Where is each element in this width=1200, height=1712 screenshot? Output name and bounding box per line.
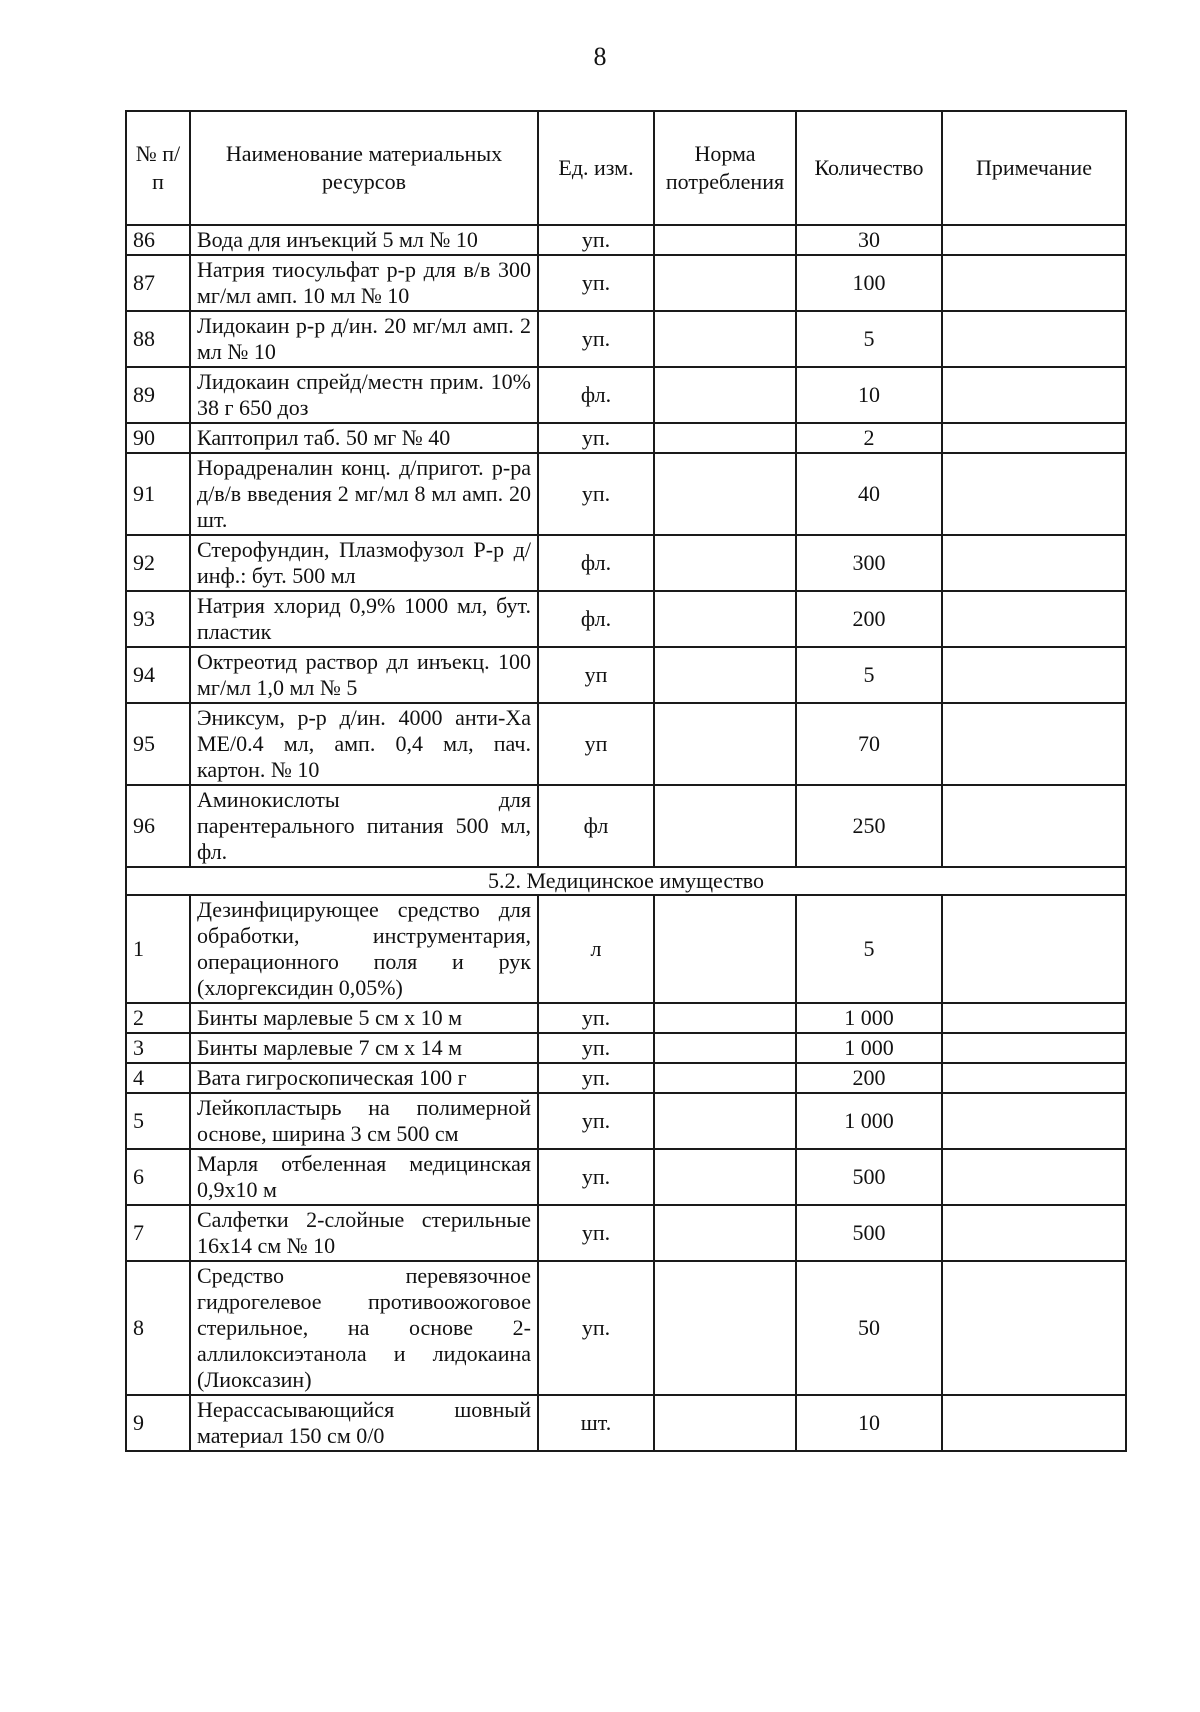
row-name: Натрия тиосульфат р-р для в/в 300 мг/мл амп. 10 мл № 10 bbox=[190, 255, 538, 311]
table-row bbox=[126, 535, 1126, 591]
row-quantity: 10 bbox=[796, 367, 942, 423]
table-row bbox=[126, 1063, 1126, 1093]
row-norm bbox=[654, 225, 796, 255]
row-quantity: 50 bbox=[796, 1261, 942, 1395]
row-number: 89 bbox=[126, 367, 190, 423]
row-unit: фл. bbox=[538, 535, 654, 591]
row-number: 87 bbox=[126, 255, 190, 311]
row-name: Натрия хлорид 0,9% 1000 мл, бут. пластик bbox=[190, 591, 538, 647]
table-row bbox=[126, 591, 1126, 647]
row-name: Стерофундин, Плазмофузол Р-р д/инф.: бут. 500 мл bbox=[190, 535, 538, 591]
table-header-row bbox=[126, 111, 1126, 225]
row-note bbox=[942, 703, 1126, 785]
row-number: 96 bbox=[126, 785, 190, 867]
row-norm bbox=[654, 535, 796, 591]
table-row bbox=[126, 423, 1126, 453]
row-name: Вата гигроскопическая 100 г bbox=[190, 1063, 538, 1093]
row-unit: уп. bbox=[538, 453, 654, 535]
row-unit: фл. bbox=[538, 367, 654, 423]
row-name: Бинты марлевые 5 см х 10 м bbox=[190, 1003, 538, 1033]
row-quantity: 5 bbox=[796, 895, 942, 1003]
header-unit: Ед. изм. bbox=[538, 111, 654, 225]
row-norm bbox=[654, 255, 796, 311]
table-row bbox=[126, 1261, 1126, 1395]
row-name: Аминокислоты для парентерального питания 500 мл, фл. bbox=[190, 785, 538, 867]
row-note bbox=[942, 225, 1126, 255]
row-number: 93 bbox=[126, 591, 190, 647]
table-row bbox=[126, 647, 1126, 703]
row-norm bbox=[654, 647, 796, 703]
table-row bbox=[126, 255, 1126, 311]
row-unit: уп. bbox=[538, 1261, 654, 1395]
row-number: 90 bbox=[126, 423, 190, 453]
row-norm bbox=[654, 453, 796, 535]
row-norm bbox=[654, 1003, 796, 1033]
row-norm bbox=[654, 1261, 796, 1395]
row-note bbox=[942, 647, 1126, 703]
row-norm bbox=[654, 1093, 796, 1149]
row-note bbox=[942, 255, 1126, 311]
row-number: 3 bbox=[126, 1033, 190, 1063]
row-note bbox=[942, 591, 1126, 647]
table-row bbox=[126, 1093, 1126, 1149]
row-name: Норадреналин конц. д/пригот. р-ра д/в/в введения 2 мг/мл 8 мл амп. 20 шт. bbox=[190, 453, 538, 535]
row-unit: уп. bbox=[538, 255, 654, 311]
row-norm bbox=[654, 311, 796, 367]
table-row bbox=[126, 311, 1126, 367]
row-unit: уп. bbox=[538, 1093, 654, 1149]
table-row bbox=[126, 1205, 1126, 1261]
row-quantity: 5 bbox=[796, 311, 942, 367]
table-row bbox=[126, 895, 1126, 1003]
row-quantity: 200 bbox=[796, 1063, 942, 1093]
row-number: 9 bbox=[126, 1395, 190, 1451]
resources-table bbox=[125, 110, 1127, 1452]
row-norm bbox=[654, 1205, 796, 1261]
table-row bbox=[126, 367, 1126, 423]
row-quantity: 100 bbox=[796, 255, 942, 311]
row-quantity: 500 bbox=[796, 1205, 942, 1261]
row-quantity: 30 bbox=[796, 225, 942, 255]
header-name: Наименование материальных ресурсов bbox=[190, 111, 538, 225]
row-name: Каптоприл таб. 50 мг № 40 bbox=[190, 423, 538, 453]
row-unit: фл bbox=[538, 785, 654, 867]
row-quantity: 70 bbox=[796, 703, 942, 785]
row-note bbox=[942, 423, 1126, 453]
table-row bbox=[126, 1033, 1126, 1063]
row-norm bbox=[654, 367, 796, 423]
table-row bbox=[126, 225, 1126, 255]
row-quantity: 300 bbox=[796, 535, 942, 591]
row-norm bbox=[654, 423, 796, 453]
row-quantity: 2 bbox=[796, 423, 942, 453]
row-note bbox=[942, 1395, 1126, 1451]
row-name: Салфетки 2-слойные стерильные 16х14 см № 10 bbox=[190, 1205, 538, 1261]
row-note bbox=[942, 1093, 1126, 1149]
row-number: 6 bbox=[126, 1149, 190, 1205]
table-body bbox=[126, 225, 1126, 1451]
row-number: 1 bbox=[126, 895, 190, 1003]
section-row bbox=[126, 867, 1126, 895]
row-norm bbox=[654, 703, 796, 785]
row-note bbox=[942, 311, 1126, 367]
section-title: 5.2. Медицинское имущество bbox=[126, 867, 1126, 895]
row-name: Средство перевязочное гидрогелевое противоожоговое стерильное, на основе 2-аллилоксиэтанола и лидокаина (Лиоксазин) bbox=[190, 1261, 538, 1395]
row-quantity: 1 000 bbox=[796, 1003, 942, 1033]
header-norm: Норма потребления bbox=[654, 111, 796, 225]
row-note bbox=[942, 1003, 1126, 1033]
row-number: 4 bbox=[126, 1063, 190, 1093]
table-row bbox=[126, 1395, 1126, 1451]
row-unit: л bbox=[538, 895, 654, 1003]
row-unit: фл. bbox=[538, 591, 654, 647]
row-norm bbox=[654, 1063, 796, 1093]
row-number: 7 bbox=[126, 1205, 190, 1261]
row-quantity: 5 bbox=[796, 647, 942, 703]
row-unit: шт. bbox=[538, 1395, 654, 1451]
table-row bbox=[126, 703, 1126, 785]
row-note bbox=[942, 1149, 1126, 1205]
row-unit: уп. bbox=[538, 225, 654, 255]
table-row bbox=[126, 453, 1126, 535]
row-norm bbox=[654, 785, 796, 867]
table-row bbox=[126, 1149, 1126, 1205]
row-number: 8 bbox=[126, 1261, 190, 1395]
row-unit: уп. bbox=[538, 311, 654, 367]
row-name: Марля отбеленная медицинская 0,9х10 м bbox=[190, 1149, 538, 1205]
row-unit: уп. bbox=[538, 1149, 654, 1205]
row-note bbox=[942, 1261, 1126, 1395]
row-note bbox=[942, 453, 1126, 535]
row-unit: уп. bbox=[538, 1205, 654, 1261]
row-number: 94 bbox=[126, 647, 190, 703]
row-number: 88 bbox=[126, 311, 190, 367]
row-norm bbox=[654, 895, 796, 1003]
row-name: Вода для инъекций 5 мл № 10 bbox=[190, 225, 538, 255]
page-number: 8 bbox=[593, 42, 607, 71]
row-quantity: 250 bbox=[796, 785, 942, 867]
row-quantity: 1 000 bbox=[796, 1093, 942, 1149]
row-name: Лидокаин спрейд/местн прим. 10% 38 г 650 доз bbox=[190, 367, 538, 423]
row-name: Октреотид раствор дл инъекц. 100 мг/мл 1,0 мл № 5 bbox=[190, 647, 538, 703]
table-row bbox=[126, 1003, 1126, 1033]
row-norm bbox=[654, 591, 796, 647]
row-note bbox=[942, 1205, 1126, 1261]
row-number: 92 bbox=[126, 535, 190, 591]
header-qty: Количество bbox=[796, 111, 942, 225]
row-number: 2 bbox=[126, 1003, 190, 1033]
row-quantity: 1 000 bbox=[796, 1033, 942, 1063]
row-name: Лидокаин р-р д/ин. 20 мг/мл амп. 2 мл № 10 bbox=[190, 311, 538, 367]
row-note bbox=[942, 1033, 1126, 1063]
row-name: Дезинфицирующее средство для обработки, инструментария, операционного поля и рук (хлоргексидин 0,05%) bbox=[190, 895, 538, 1003]
row-number: 95 bbox=[126, 703, 190, 785]
row-name: Лейкопластырь на полимерной основе, ширина 3 см 500 см bbox=[190, 1093, 538, 1149]
row-norm bbox=[654, 1149, 796, 1205]
row-note bbox=[942, 367, 1126, 423]
row-number: 5 bbox=[126, 1093, 190, 1149]
row-norm bbox=[654, 1395, 796, 1451]
header-note: Примечание bbox=[942, 111, 1126, 225]
row-unit: уп bbox=[538, 647, 654, 703]
header-num: № п/п bbox=[126, 111, 190, 225]
row-note bbox=[942, 1063, 1126, 1093]
row-unit: уп bbox=[538, 703, 654, 785]
table-row bbox=[126, 785, 1126, 867]
row-unit: уп. bbox=[538, 423, 654, 453]
row-note bbox=[942, 785, 1126, 867]
row-number: 91 bbox=[126, 453, 190, 535]
row-name: Нерассасывающийся шовный материал 150 см 0/0 bbox=[190, 1395, 538, 1451]
row-unit: уп. bbox=[538, 1033, 654, 1063]
row-note bbox=[942, 535, 1126, 591]
row-quantity: 200 bbox=[796, 591, 942, 647]
row-norm bbox=[654, 1033, 796, 1063]
row-number: 86 bbox=[126, 225, 190, 255]
row-unit: уп. bbox=[538, 1003, 654, 1033]
row-quantity: 500 bbox=[796, 1149, 942, 1205]
row-unit: уп. bbox=[538, 1063, 654, 1093]
row-name: Эниксум, р-р д/ин. 4000 анти-Ха МЕ/0.4 мл, амп. 0,4 мл, пач. картон. № 10 bbox=[190, 703, 538, 785]
row-quantity: 10 bbox=[796, 1395, 942, 1451]
row-note bbox=[942, 895, 1126, 1003]
row-quantity: 40 bbox=[796, 453, 942, 535]
row-name: Бинты марлевые 7 см х 14 м bbox=[190, 1033, 538, 1063]
